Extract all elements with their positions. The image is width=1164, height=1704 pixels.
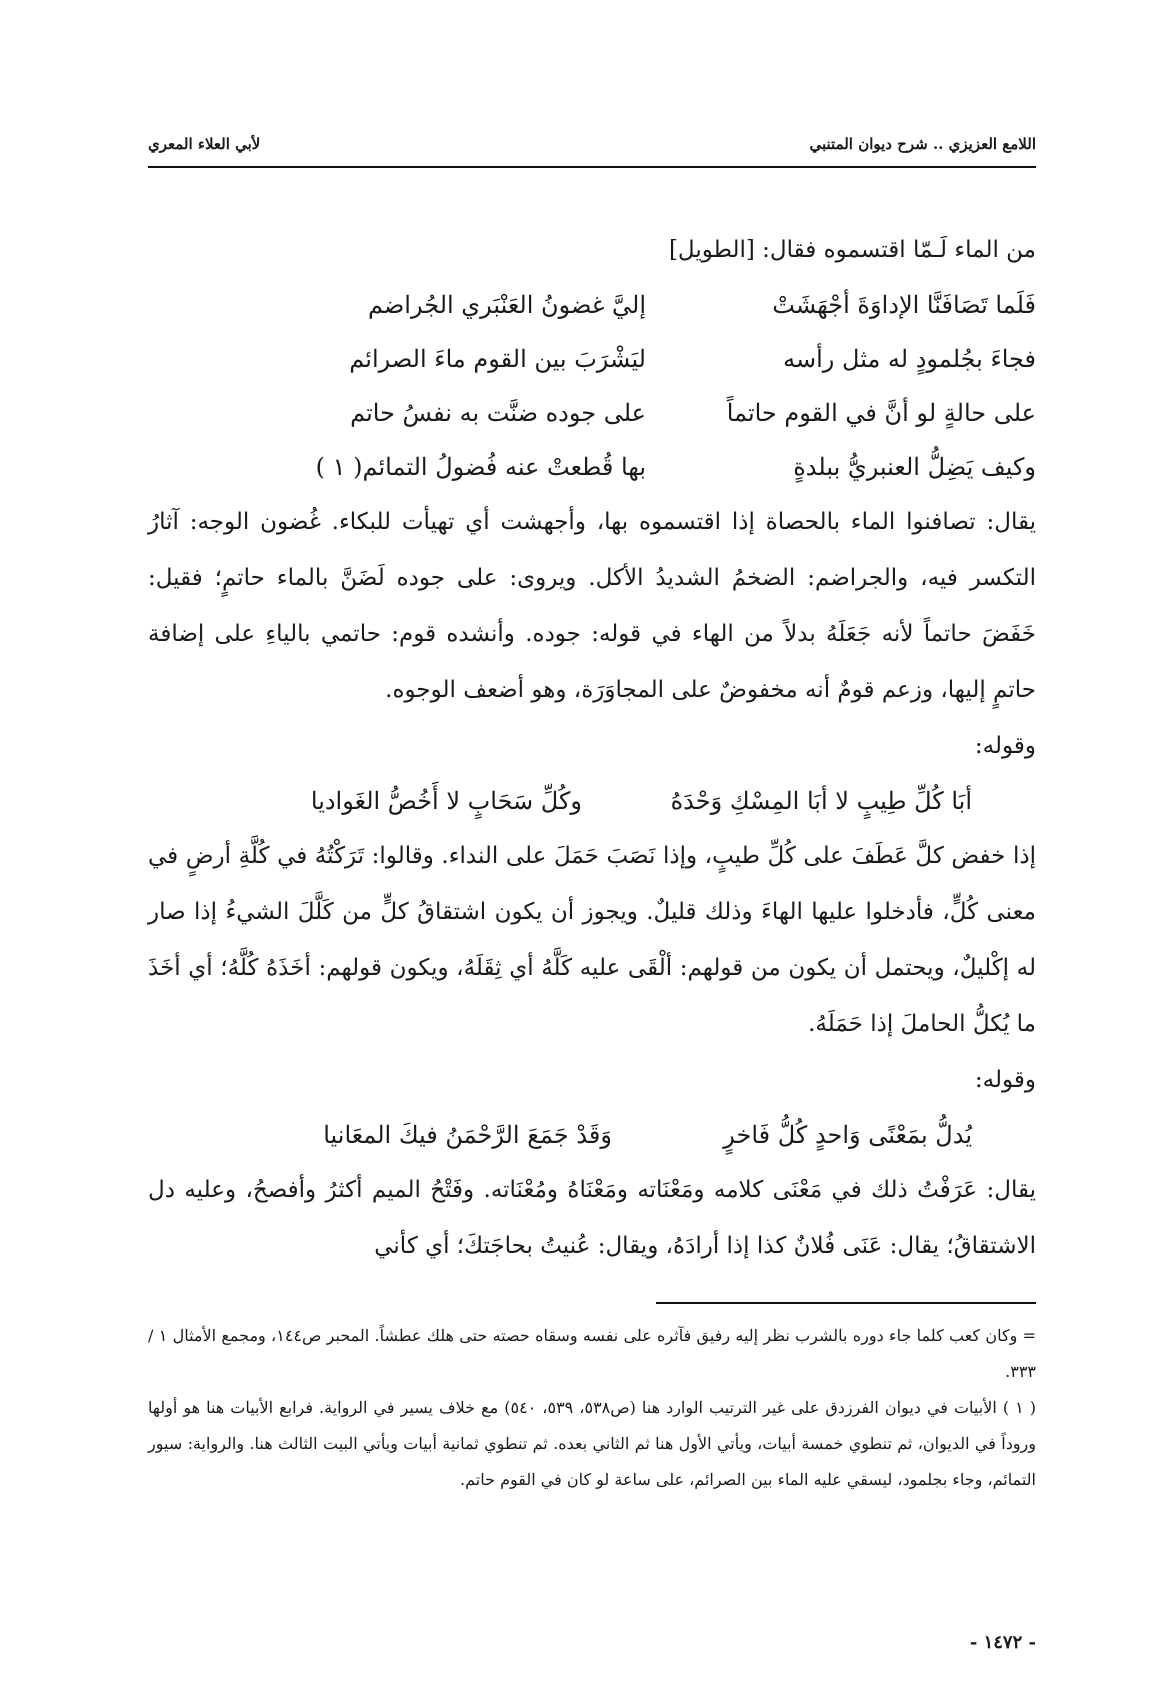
second-hemistich: إليَّ غضونُ العَنْبَري الجُراضم	[367, 291, 646, 319]
verse-line	[148, 332, 1036, 386]
second-hemistich: على جوده ضنَّت به نفسُ حاتم	[350, 399, 646, 427]
intro-line: من الماء لَـمّا اقتسموه فقال: [الطويل]	[668, 237, 1036, 263]
verse-line	[148, 440, 1036, 494]
first-hemistich: يُدلُّ بمَعْنًى وَاحدٍ كُلُّ فَاخرٍ	[723, 1121, 972, 1149]
second-hemistich: وكُلِّ سَحَابٍ لا أَخُصُّ الغَواديا	[310, 787, 582, 815]
quote-label: وقوله:	[974, 1067, 1036, 1093]
running-header	[148, 124, 1036, 164]
main-text	[148, 222, 1036, 1274]
first-hemistich: وكيف يَضِلُّ العنبريُّ ببلدةٍ	[793, 453, 1036, 481]
footnote-divider	[656, 1302, 1036, 1304]
verse-line	[148, 774, 1036, 828]
second-hemistich: بها قُطعتْ عنه فُضولُ التمائم( ١ )	[315, 453, 646, 481]
first-hemistich: أبَا كُلِّ طِيبٍ لا أبَا المِسْكِ وَحْدَهُ	[670, 787, 972, 815]
first-hemistich: فَلَما تَصَافَنَّا الإداوَةَ أجْهَشَتْ	[772, 291, 1036, 319]
footnote: ( ١ ) الأبيات في ديوان الفرزدق على غير الترتيب الوارد هنا (ص٥٣٨، ٥٣٩، ٥٤٠) مع خلاف يسير في الرواية. فرابع الأبيات هنا هو أولها وروداً في الديوان، ثم تنطوي خمسة أبيات، ويأتي الأول هنا ثم الثاني بعده. ثم تنطوي ثمانية أبيات ويأتي البيت الثالث هنا. والرواية: سيور التمائم، وجاء بجلمود، ليسقي عليه الماء بين الصرائم، على ساعة لو كان في القوم حاتم.	[148, 1398, 1037, 1489]
first-hemistich: على حالةٍ لو أنَّ في القوم حاتماً	[726, 399, 1036, 427]
verse-line	[148, 386, 1036, 440]
page-number: - ١٤٧٢ -	[969, 1632, 1036, 1653]
header-divider	[148, 166, 1036, 168]
verse-line	[148, 278, 1036, 332]
quote-label: وقوله:	[974, 733, 1036, 759]
commentary-paragraph: يقال: عَرَفْتُ ذلك في مَعْنَى كلامه ومَعْنَاته ومَعْنَاهُ ومُعْنَاته. وفَتْحُ الميم أكثرُ وأفصحُ، وعليه دل الاشتقاقُ؛ يقال: عَنَى فُلانٌ كذا إذا أرادَهُ، ويقال: عُنيتُ بحاجَتكَ؛ أي كأني	[148, 1177, 1036, 1259]
commentary-paragraph: إذا خفض كلَّ عَطَفَ على كُلِّ طيبٍ، وإذا نَصَبَ حَمَلَ على النداء. وقالوا: تَرَكْتُهُ في كُلَّةِ أرضٍ في معنى كُلٍّ، فأدخلوا عليها الهاءَ وذلك قليلٌ. ويجوز أن يكون اشتقاقُ كلٍّ من كَلَّلَ الشيءُ إذا صار له إكْليلٌ، ويحتمل أن يكون من قولهم: ألْقَى عليه كَلَّهُ أي ثِقَلَهُ، ويكون قولهم: أخَذَهُ كُلَّهُ؛ أي أخَذَ ما يُكلُّ الحاملَ إذا حَمَلَهُ.	[148, 843, 1036, 1037]
header-book-title: اللامع العزيزي .. شرح ديوان المتنبي	[809, 135, 1036, 153]
footnotes	[148, 1318, 1036, 1498]
second-hemistich: وَقَدْ جَمَعَ الرَّحْمَنُ فيكَ المعَانيا	[323, 1121, 612, 1149]
second-hemistich: ليَشْرَبَ بين القوم ماءَ الصرائم	[349, 345, 646, 373]
footnote: = وكان كعب كلما جاء دوره بالشرب نظر إليه رفيق فآثره على نفسه وسقاه حصته حتى هلك عطشاً. المحبر ص١٤٤، ومجمع الأمثال ١ / ٣٣٣.	[148, 1326, 1037, 1381]
first-hemistich: فجاءَ بجُلمودٍ له مثل رأسه	[783, 345, 1036, 373]
header-author: لأبي العلاء المعري	[148, 135, 261, 153]
verse-line	[148, 1108, 1036, 1162]
commentary-paragraph: يقال: تصافنوا الماء بالحصاة إذا اقتسموه بها، وأجهشت أي تهيأت للبكاء. غُضون الوجه: آثارُ التكسر فيه، والجراضم: الضخمُ الشديدُ الأكل. ويروى: على جوده لَضَنَّ بالماء حاتمٍ؛ فقيل: خَفَضَ حاتماً لأنه جَعَلَهُ بدلاً من الهاء في قوله: جوده. وأنشده قوم: حاتمي بالياءِ على إضافة حاتمٍ إليها، وزعم قومٌ أنه مخفوضٌ على المجاوَرَة، وهو أضعف الوجوه.	[148, 509, 1036, 703]
